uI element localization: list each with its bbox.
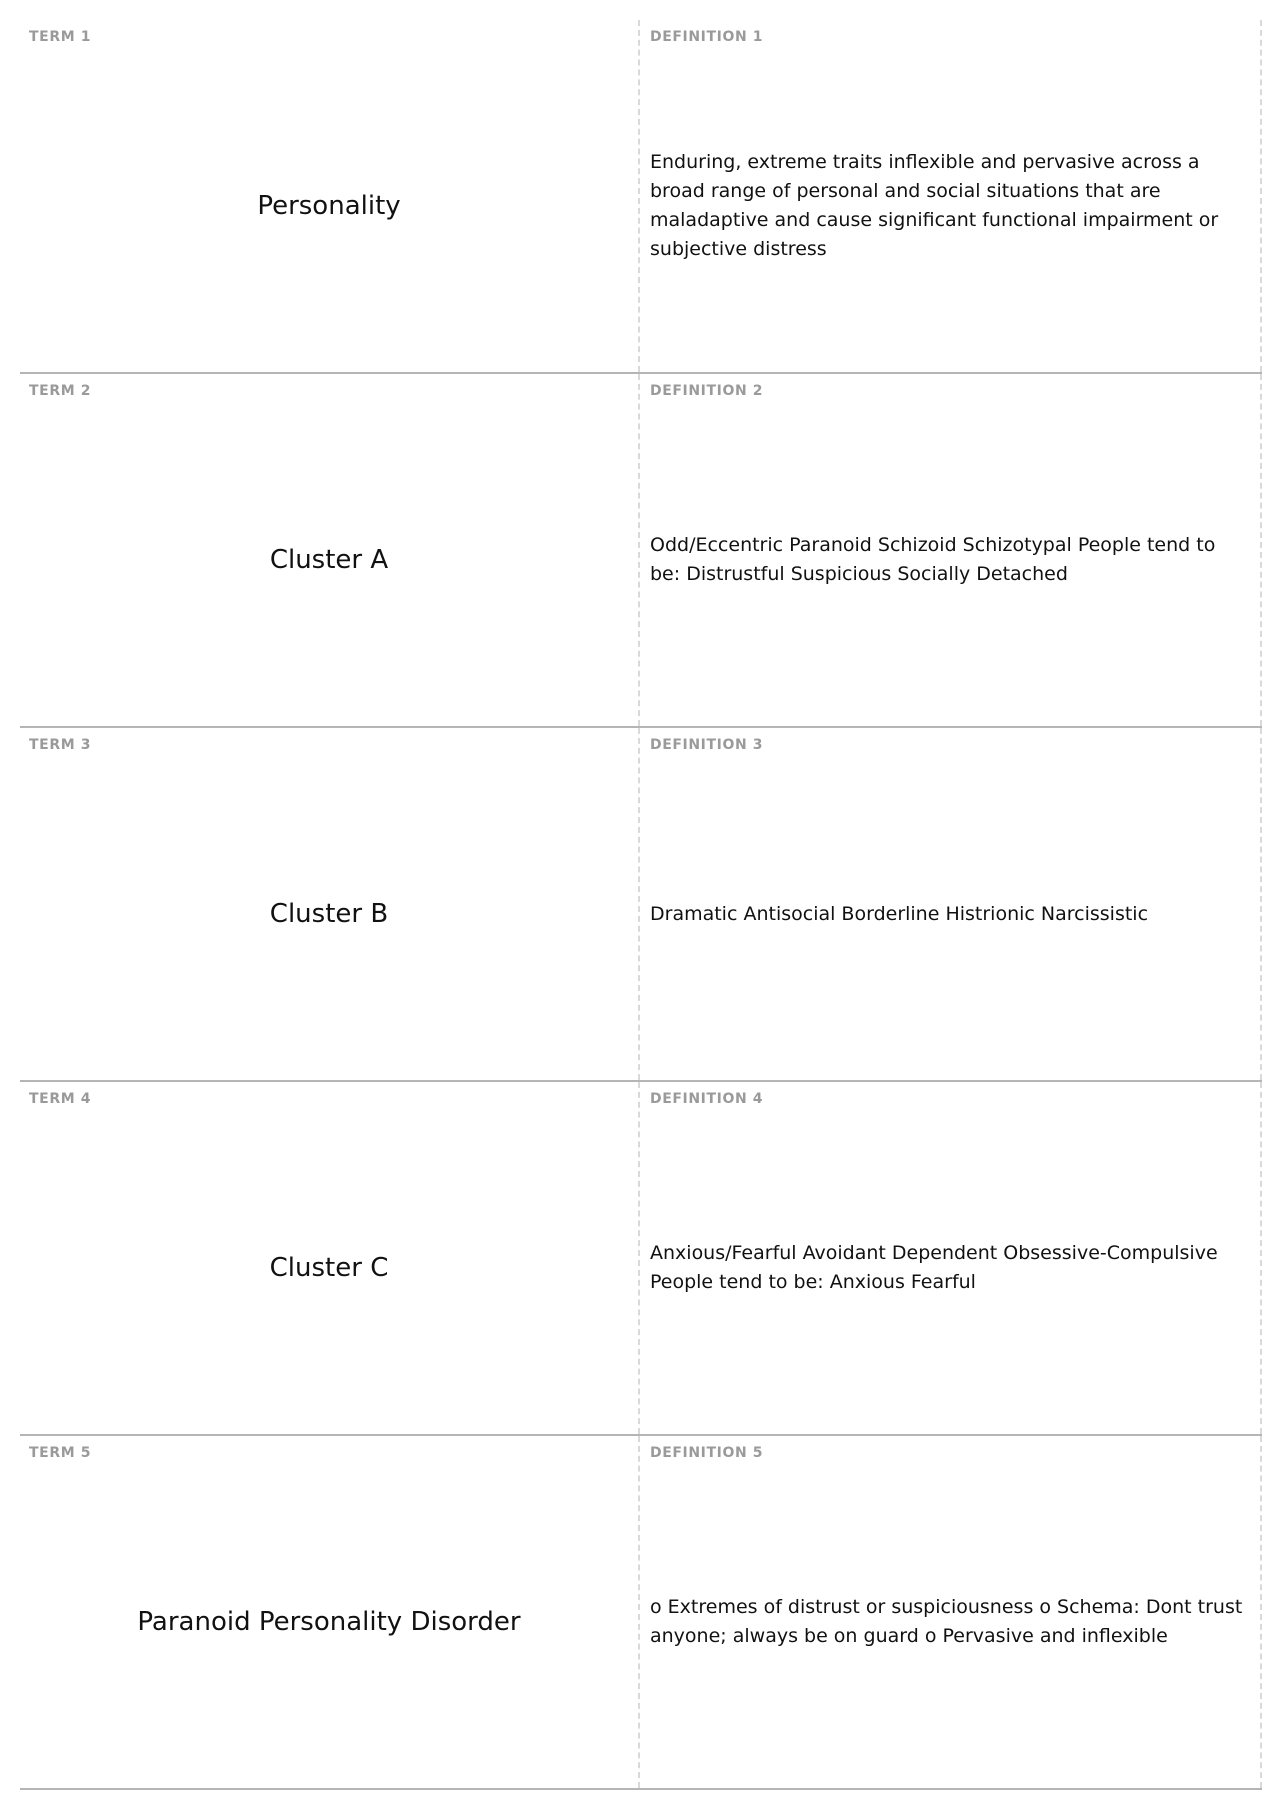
definition-text-box bbox=[650, 1116, 1248, 1420]
card-row-2 bbox=[20, 374, 1262, 728]
definition-label: DEFINITION 1 bbox=[650, 29, 764, 45]
card-row-5 bbox=[20, 1436, 1262, 1790]
term-label: TERM 3 bbox=[29, 737, 92, 753]
definition-label: DEFINITION 2 bbox=[650, 383, 764, 399]
term-text: Cluster C bbox=[269, 1253, 389, 1283]
definition-label: DEFINITION 3 bbox=[650, 737, 764, 753]
term-label: TERM 4 bbox=[29, 1091, 92, 1107]
card-row-4 bbox=[20, 1082, 1262, 1436]
card-row-1 bbox=[20, 20, 1262, 374]
term-cell bbox=[20, 1082, 640, 1434]
definition-cell bbox=[640, 1436, 1262, 1788]
term-cell bbox=[20, 20, 640, 372]
term-text: Cluster A bbox=[269, 545, 389, 575]
flashcard-sheet bbox=[20, 20, 1262, 1790]
term-text: Paranoid Personality Disorder bbox=[137, 1607, 521, 1637]
term-text: Cluster B bbox=[269, 899, 389, 929]
definition-label: DEFINITION 5 bbox=[650, 1445, 764, 1461]
definition-text: o Extremes of distrust or suspiciousness o Schema: Dont trust anyone; always be on guard o Pervasive and inflexible bbox=[650, 1596, 1243, 1647]
definition-cell bbox=[640, 728, 1262, 1080]
definition-cell bbox=[640, 20, 1262, 372]
definition-text-box bbox=[650, 762, 1248, 1066]
term-text: Personality bbox=[257, 191, 401, 221]
card-row-3 bbox=[20, 728, 1262, 1082]
definition-text-box bbox=[650, 54, 1248, 358]
definition-cell bbox=[640, 374, 1262, 726]
definition-text: Dramatic Antisocial Borderline Histrionic Narcissistic bbox=[650, 902, 1149, 925]
term-label: TERM 5 bbox=[29, 1445, 92, 1461]
term-cell bbox=[20, 374, 640, 726]
definition-text: Enduring, extreme traits inflexible and pervasive across a broad range of personal and social situations that are maladaptive and cause significant functional impairment or subjective distress bbox=[650, 151, 1219, 260]
term-label: TERM 2 bbox=[29, 383, 92, 399]
term-cell bbox=[20, 1436, 640, 1788]
definition-text: Odd/Eccentric Paranoid Schizoid Schizotypal People tend to be: Distrustful Suspicious Socially Detached bbox=[650, 534, 1216, 585]
definition-text-box bbox=[650, 1470, 1248, 1774]
definition-text: Anxious/Fearful Avoidant Dependent Obsessive-Compulsive People tend to be: Anxious Fearful bbox=[650, 1242, 1218, 1293]
term-cell bbox=[20, 728, 640, 1080]
definition-text-box bbox=[650, 408, 1248, 712]
definition-cell bbox=[640, 1082, 1262, 1434]
definition-label: DEFINITION 4 bbox=[650, 1091, 764, 1107]
term-label: TERM 1 bbox=[29, 29, 92, 45]
